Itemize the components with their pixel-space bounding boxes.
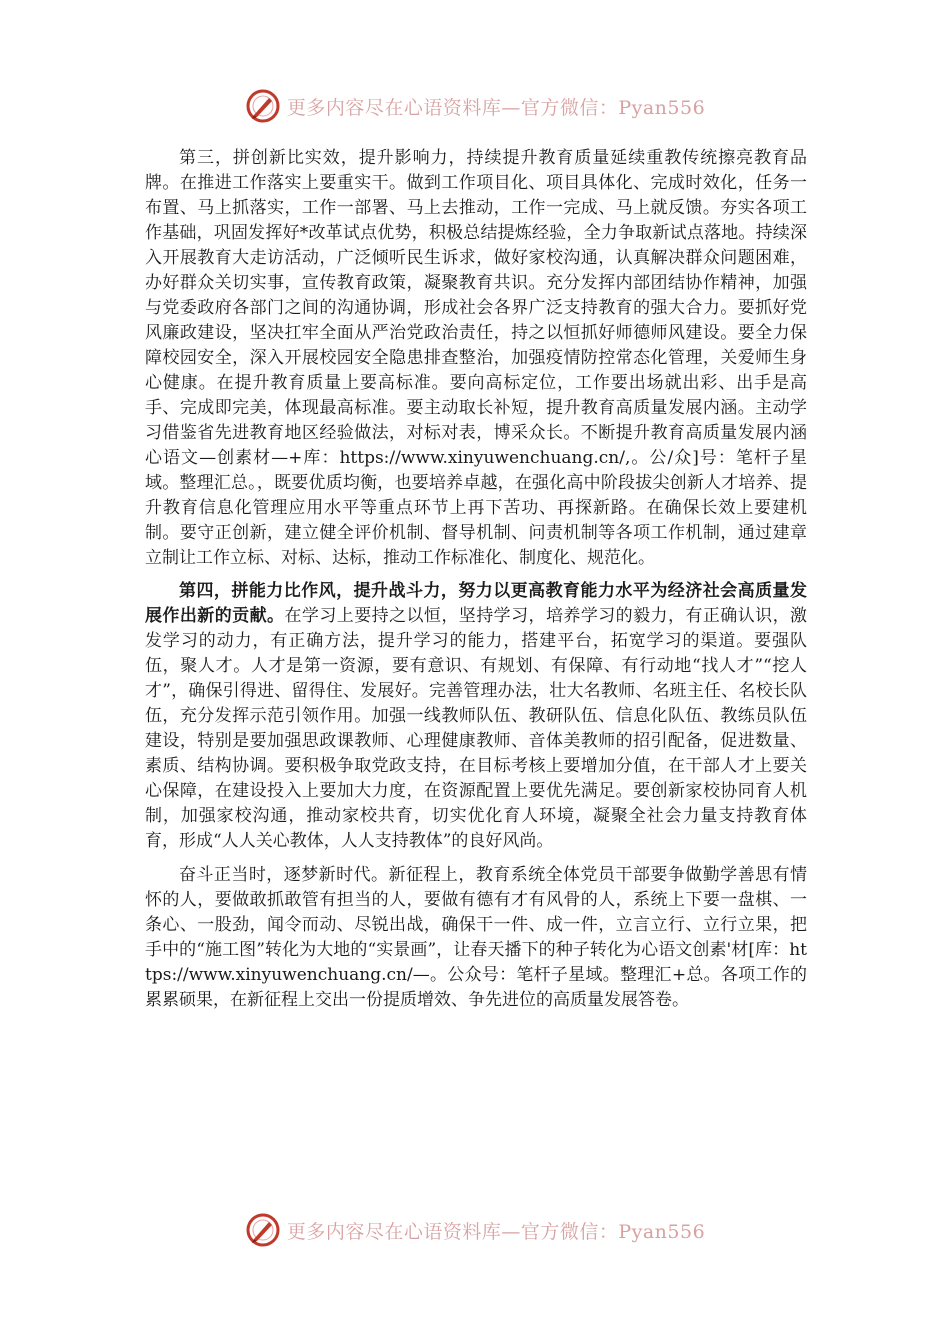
paragraph-third: 第三，拼创新比实效，提升影响力，持续提升教育质量延续重教传统擦亮教育品牌。在推进工作落实上要重实干。做到工作项目化、项目具体化、完成时效化，任务一布置、马上抓落实，工作一部署、马上去推动，工作一完成、马上就反馈。夯实各项工作基础，巩固发挥好*改革试点优势，积极总结提炼经验，全力争取新试点落地。持续深入开展教育大走访活动，广泛倾听民生诉求，做好家校沟通，认真解决群众问题困难，办好群众关切实事，宣传教育政策，凝聚教育共识。充分发挥内部团结协作精神，加强与党委政府各部门之间的沟通协调，形成社会各界广泛支持教育的强大合力。要抓好党风廉政建设，坚决扛牢全面从严治党政治责任，持之以恒抓好师德师风建设。要全力保障校园安全，深入开展校园安全隐患排查整治，加强疫情防控常态化管理，关爱师生身心健康。在提升教育质量上要高标准。要向高标定位，工作要出场就出彩、出手是高手、完成即完美，体现最高标准。要主动取长补短，提升教育高质量发展内涵。主动学习借鉴省先进教育地区经验做法，对标对表，博采众长。不断提升教育高质量发展内涵心语文—创素材—+库：https://www.xinyuwenchuang.cn/,。公/众]号：笔杆子星域。整理汇总。，既要优质均衡，也要培养卓越，在强化高中阶段拔尖创新人才培养、提升教育信息化管理应用水平等重点环节上再下苦功、再探新路。在确保长效上要建机制。要守正创新，建立健全评价机制、督导机制、问责机制等各项工作机制，通过建章立制让工作立标、对标、达标，推动工作标准化、制度化、规范化。	[145, 148, 807, 568]
footer-banner	[0, 1210, 950, 1250]
paragraph-fourth	[145, 579, 807, 854]
paragraph-fourth-heading: 第四，拼能力比作风，提升战斗力，努力以更高教育能力水平为经济社会高质量发展作出新的贡献。	[145, 581, 807, 626]
pen-logo-icon	[245, 1212, 281, 1248]
footer-banner-text: 更多内容尽在心语资料库—官方微信：Pyan556	[286, 1220, 706, 1243]
header-banner-text: 更多内容尽在心语资料库—官方微信：Pyan556	[286, 96, 706, 119]
pen-logo-icon	[245, 88, 281, 124]
paragraph-conclusion: 奋斗正当时，逐梦新时代。新征程上，教育系统全体党员干部要争做勤学善思有情怀的人，要做敢抓敢管有担当的人，要做有德有才有风骨的人，系统上下要一盘棋、一条心、一股劲，闻令而动、尽锐出战，确保干一件、成一件，立言立行、立行立果，把手中的“施工图”转化为大地的“实景画”，让春天播下的种子转化为心语文创素'材[库：https://www.xinyuwenchuang.cn/—。公众号：笔杆子星域。整理汇+总。各项工作的累累硕果，在新征程上交出一份提质增效、争先进位的高质量发展答卷。	[145, 865, 807, 1010]
header-banner-inner	[245, 88, 705, 124]
paragraph-fourth-body: 在学习上要持之以恒，坚持学习，培养学习的毅力，有正确认识，激发学习的动力，有正确方法，提升学习的能力，搭建平台，拓宽学习的渠道。要强队伍，聚人才。人才是第一资源，要有意识、有规划、有保障、有行动地“找人才”“挖人才”，确保引得进、留得住、发展好。完善管理办法，壮大名教师、名班主任、名校长队伍，充分发挥示范引领作用。加强一线教师队伍、教研队伍、信息化队伍、教练员队伍建设，特别是要加强思政课教师、心理健康教师、音体美教师的招引配备，促进数量、素质、结构协调。要积极争取党政支持，在目标考核上要增加分值，在干部人才上要关心保障，在建设投入上要加大力度，在资源配置上要优先满足。要创新家校协同育人机制，加强家校沟通，推动家校共育，切实优化育人环境，凝聚全社会力量支持教育体育，形成“人人关心教体，人人支持教体”的良好风尚。	[145, 606, 808, 851]
header-banner	[0, 86, 950, 126]
document-body	[145, 146, 807, 1013]
footer-banner-inner	[245, 1212, 705, 1248]
